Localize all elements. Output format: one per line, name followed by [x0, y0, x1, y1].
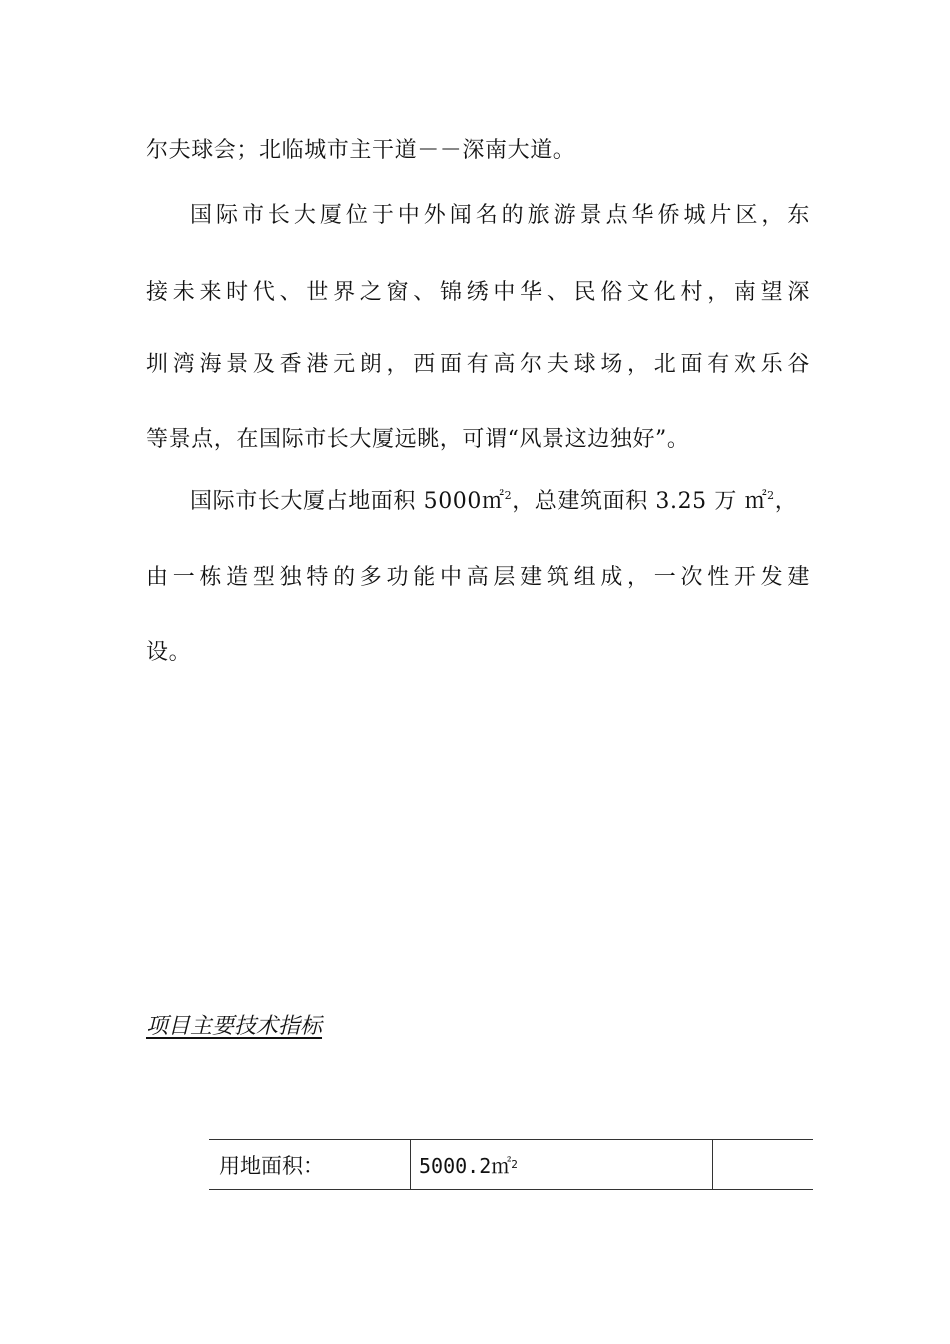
paragraph-3-line-1 [190, 487, 810, 517]
spec-value: 5000.2㎡ [419, 1154, 512, 1178]
superscript-2: 2 [504, 489, 513, 502]
paragraph-1-line-1: 尔夫球会；北临城市主干道－－深南大道。 [146, 138, 576, 163]
paragraph-3-text-c: ， [774, 489, 798, 514]
spec-label-cell: 用地面积： [209, 1140, 411, 1189]
spec-table-row [209, 1139, 813, 1190]
superscript-2: 2 [767, 489, 775, 502]
paragraph-2-line-1: 国际市长大厦位于中外闻名的旅游景点华侨城片区，东 [190, 203, 810, 228]
section-heading: 项目主要技术指标 [146, 1014, 323, 1039]
paragraph-3-line-3: 设。 [146, 640, 192, 665]
paragraph-2-line-4: 等景点，在国际市长大厦远眺，可谓“风景这边独好”。 [146, 427, 690, 452]
paragraph-3-text-b: ，总建筑面积 3.25 万 ㎡ [512, 489, 768, 514]
paragraph-2-line-3: 圳湾海景及香港元朗，西面有高尔夫球场，北面有欢乐谷 [146, 352, 810, 377]
paragraph-3-text-a: 国际市长大厦占地面积 5000㎡ [190, 489, 505, 514]
paragraph-2-line-2: 接未来时代、世界之窗、锦绣中华、民俗文化村，南望深 [146, 280, 810, 305]
paragraph-3-line-2: 由一栋造型独特的多功能中高层建筑组成，一次性开发建 [146, 565, 810, 590]
spec-extra-cell [713, 1140, 811, 1189]
spec-value-cell: 5000.2㎡ 2 [411, 1140, 713, 1189]
